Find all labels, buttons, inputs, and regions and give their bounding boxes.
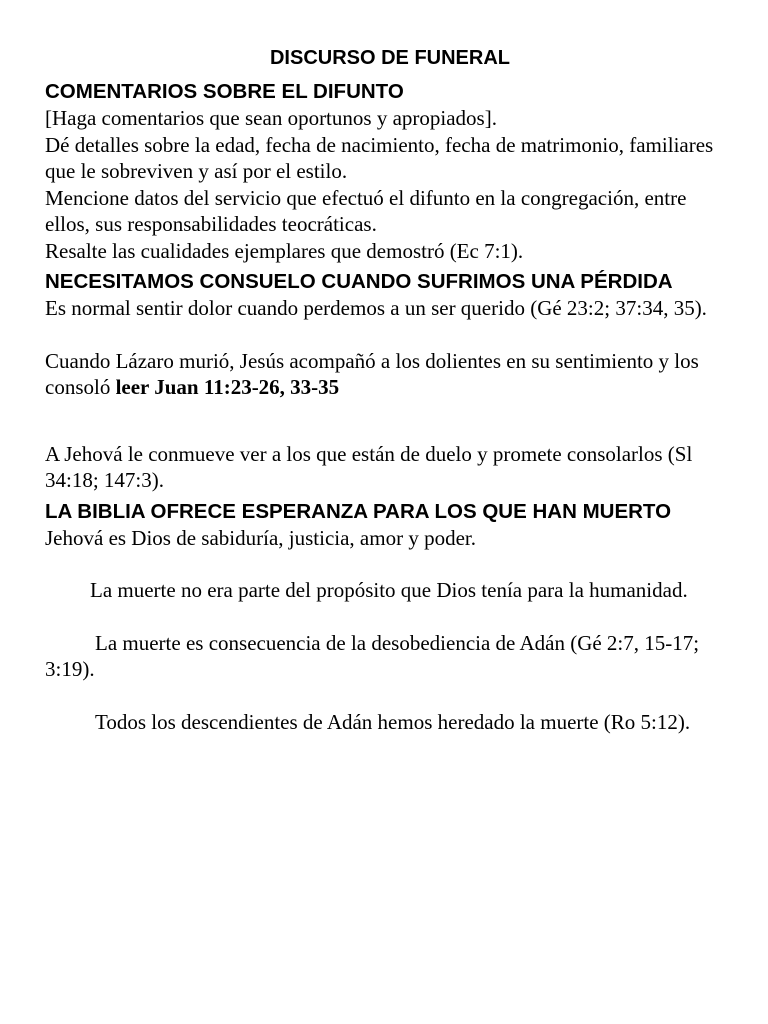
paragraph-lazaro <box>45 348 735 401</box>
paragraph: La muerte no era parte del propósito que Dios tenía para la humanidad. <box>90 578 688 602</box>
paragraph: Jehová es Dios de sabiduría, justicia, amor y poder. <box>45 525 476 550</box>
paragraph: Dé detalles sobre la edad, fecha de nacimiento, fecha de matrimonio, familiares que le sobreviven y así por el estilo. <box>45 132 714 183</box>
section-heading-comentarios: COMENTARIOS SOBRE EL DIFUNTO <box>45 80 404 103</box>
paragraph-text: Cuando Lázaro murió, Jesús acompañó a los dolientes en su sentimiento y los consoló <box>45 348 699 399</box>
paragraph: La muerte es consecuencia de la desobediencia de Adán (Gé 2:7, 15-17; 3:19). <box>45 630 700 681</box>
section-heading-esperanza: LA BIBLIA OFRECE ESPERANZA PARA LOS QUE HAN MUERTO <box>45 499 672 523</box>
paragraph: Mencione datos del servicio que efectuó el difunto en la congregación, entre ellos, sus responsabilidades teocráticas. <box>45 185 687 236</box>
bible-reading-reference: leer Juan 11:23-26, 33-35 <box>115 375 340 399</box>
paragraph: Todos los descendientes de Adán hemos heredado la muerte (Ro 5:12). <box>95 709 691 734</box>
paragraph: [Haga comentarios que sean oportunos y apropiados]. <box>45 106 497 130</box>
paragraph: Es normal sentir dolor cuando perdemos a un ser querido (Gé 23:2; 37:34, 35). <box>45 296 707 320</box>
section-heading-consuelo: NECESITAMOS CONSUELO CUANDO SUFRIMOS UNA PÉRDIDA <box>45 270 673 293</box>
paragraph: A Jehová le conmueve ver a los que están de duelo y promete consolarlos (Sl 34:18; 147:3). <box>45 441 693 492</box>
paragraph: Resalte las cualidades ejemplares que demostró (Ec 7:1). <box>45 238 524 263</box>
document-page <box>45 45 735 735</box>
document-title: DISCURSO DE FUNERAL <box>269 47 510 69</box>
